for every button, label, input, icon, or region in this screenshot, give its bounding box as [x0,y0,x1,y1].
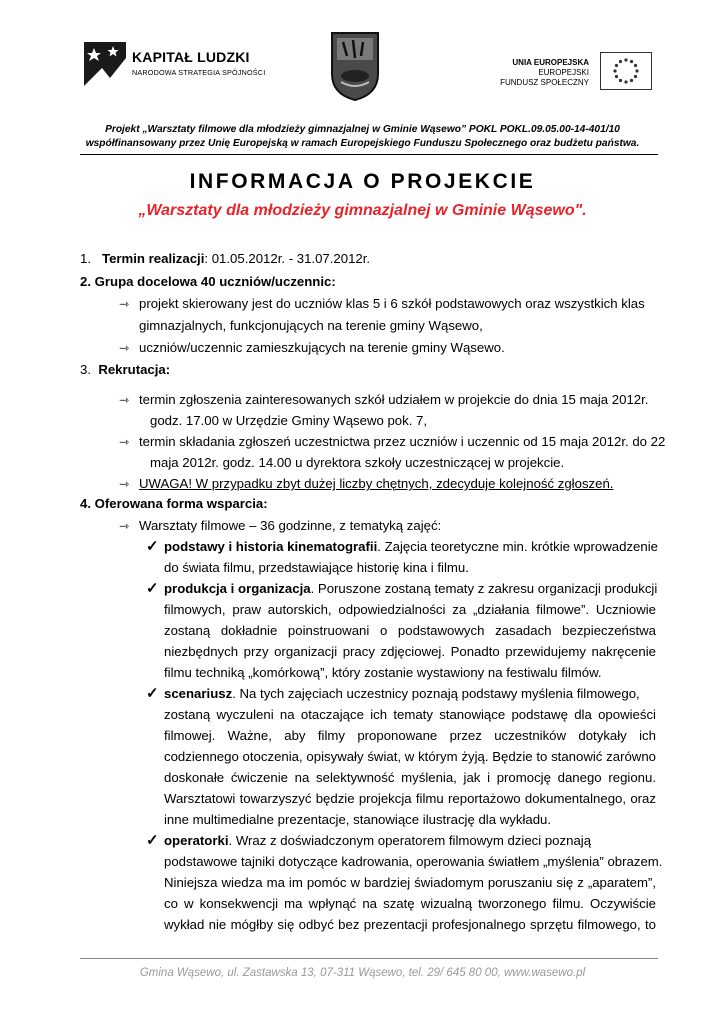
eu-star [635,69,638,72]
eu-flag-icon [600,52,652,90]
eu-star [624,80,627,83]
eu-logo [493,46,657,98]
kapital-ludzki-title: KAPITAŁ LUDZKI [132,49,250,65]
topic-1-title: podstawy i historia kinematografii [164,539,378,554]
eu-star [630,60,633,63]
checkmark-icon: ✓ [146,580,159,597]
project-line-1: Projekt „Warsztaty filmowe dla młodzieży gimnazjalnej w Gminie Wąsewo” POKL POKL.09.05.00-14-401/10 [105,124,620,135]
arrow-bullet-icon: ⇾ [119,435,130,449]
eu-star [615,75,618,78]
section-2-heading: 2. Grupa docelowa 40 uczniów/uczennic: [80,274,336,289]
topic-4-line-5: wykład nie mógłby się odbyć bez prezentacji profesjonalnego sprzętu filmowego, to [164,917,656,932]
eu-star [630,79,633,82]
arrow-bullet-icon: ⇾ [119,297,130,311]
section-3-heading [80,362,170,378]
topic-4-line-1: operatorki. Wraz z doświadczonym operatorem filmowym dzieci poznają [164,833,592,848]
checkmark-icon: ✓ [146,832,159,849]
page-subtitle: „Warsztaty dla młodzieży gimnazjalnej w Gminie Wąsewo". [138,202,587,219]
page-title: INFORMACJA O PROJEKCIE [189,170,536,193]
eu-star [634,64,637,67]
topic-3-line-1: scenariusz. Na tych zajęciach uczestnicy poznają podstawy myślenia filmowego, [164,686,640,701]
checkmark-icon: ✓ [146,538,159,555]
eu-line-3: FUNDUSZ SPOŁECZNY [500,78,589,87]
topic-3-line-2: zostaną wyczuleni na otaczające ich tematy stanowiące podstawę dla opowieści [164,707,656,722]
kapital-ludzki-logo [80,38,280,94]
section-1-value: : 01.05.2012r. - 31.07.2012r. [204,251,371,266]
section-1 [80,251,370,267]
arrow-bullet-icon: ⇾ [119,393,130,407]
topic-3-line-5: doskonałe ćwiczenie na selektywność myślenia, jak i promocję danego regionu. [164,770,656,785]
arrow-bullet-icon: ⇾ [119,519,130,533]
header-divider [80,154,658,155]
eu-title: UNIA EUROPEJSKA [512,58,589,67]
section-1-number: 1. [80,251,91,266]
kapital-ludzki-emblem-icon [80,38,130,92]
topic-1-line-2: do świata filmu, przedstawiające historię kina i filmu. [164,560,469,575]
kapital-ludzki-subtitle: NARODOWA STRATEGIA SPÓJNOŚCI [132,68,266,77]
checkmark-icon: ✓ [146,685,159,702]
topic-2-line-1: produkcja i organizacja. Poruszone zostaną tematy z zakresu organizacji produkcji [164,581,658,596]
arrow-bullet-icon: ⇾ [119,477,130,491]
eu-star [613,69,616,72]
topic-4-line-4: co w konsekwencji ma wpłynąć na szatę wizualną tworzonego filmu. Oczywiście [164,896,656,911]
topic-2-line-4: niezbędnych przy organizacji pracy zdjęciowej. Ponadto przewidujemy nakręcenie [164,644,656,659]
eu-star [634,75,637,78]
section-2-bullet-1-line-2: gimnazjalnych, funkcjonujących na terenie gminy Wąsewo, [139,318,483,333]
eu-star [619,79,622,82]
section-2-bullet-2: uczniów/uczennic zamieszkujących na terenie gminy Wąsewo. [139,340,505,355]
topic-3-line-3: filmowej. Ważne, aby filmy proponowane przez uczestników dotykały ich [164,728,656,743]
arrow-bullet-icon: ⇾ [119,341,130,355]
topic-2-line-2: filmowych, praw autorskich, odpowiedzialności za „działania filmowe”. Uczniowie [164,602,656,617]
footer-address: Gmina Wąsewo, ul. Zastawska 13, 07-311 Wąsewo, tel. 29/ 645 80 00, www.wasewo.pl [139,967,586,979]
section-3-bullet-1-line-2: godz. 17.00 w Urzędzie Gminy Wąsewo pok. 7, [150,413,428,428]
section-3-bullet-2-line-2: maja 2012r. godz. 14.00 u dyrektora szkoły uczestniczącej w projekcie. [150,455,565,470]
section-3-warning: UWAGA! W przypadku zbyt dużej liczby chętnych, zdecyduje kolejność zgłoszeń. [139,476,614,491]
topic-3-line-4: codziennego otoczenia, opisywały świat, w którym żyją. Będzie to stanowić zarówno [164,749,656,764]
topic-2-line-3: zostaną dokładnie poinstruowani o podstawowych zasadach bezpieczeństwa [164,623,656,638]
eu-star [615,64,618,67]
eu-line-2: EUROPEJSKI [538,68,589,77]
eu-star [619,60,622,63]
topic-4-title: operatorki [164,833,229,848]
topic-2-title: produkcja i organizacja [164,581,311,596]
topic-1-line-1: podstawy i historia kinematografii. Zajęcia teoretyczne min. krótkie wprowadzenie [164,539,658,554]
topic-4-line-2: podstawowe tajniki dotyczące kadrowania, operowania światłem „myślenia” obrazem. [164,854,663,869]
section-3-number: 3. [80,362,91,377]
section-2-bullet-1-line-1: projekt skierowany jest do uczniów klas 5 i 6 szkół podstawowych oraz wszystkich klas [139,296,645,311]
section-3-label: Rekrutacja: [98,362,171,377]
topic-3-title: scenariusz [164,686,233,701]
project-line-2: współfinansowany przez Unię Europejską w ramach Europejskiego Funduszu Społecznego oraz budżetu państwa. [85,138,640,149]
topic-3-line-7: inne multimedialne prezentacje, stanowiące ilustrację dla wykładu. [164,812,552,827]
topic-2-line-5: filmu techniką „komórkową”, który zostanie wystawiony na festiwalu filmów. [164,665,602,680]
section-3-bullet-2-line-1: termin składania zgłoszeń uczestnictwa przez uczniów i uczennic od 15 maja 2012r. do 22 [139,434,666,449]
topic-3-line-6: Warsztatowi towarzyszyć będzie projekcja filmu reportażowo dokumentalnego, oraz [164,791,656,806]
footer-divider [80,958,658,959]
topic-4-line-3: Niniejsza wiedza ma im pomóc w bardziej świadomym poruszaniu się z „aparatem”, [164,875,656,890]
coat-of-arms-icon [329,30,381,102]
section-4-bullet-1: Warsztaty filmowe – 36 godzinne, z tematyką zajęć: [139,518,442,533]
section-3-bullet-1-line-1: termin zgłoszenia zainteresowanych szkół udziałem w projekcie do dnia 15 maja 2012r. [139,392,649,407]
section-4-heading: 4. Oferowana forma wsparcia: [80,496,268,511]
eu-star [624,58,627,61]
section-1-label: Termin realizacji [102,251,205,266]
